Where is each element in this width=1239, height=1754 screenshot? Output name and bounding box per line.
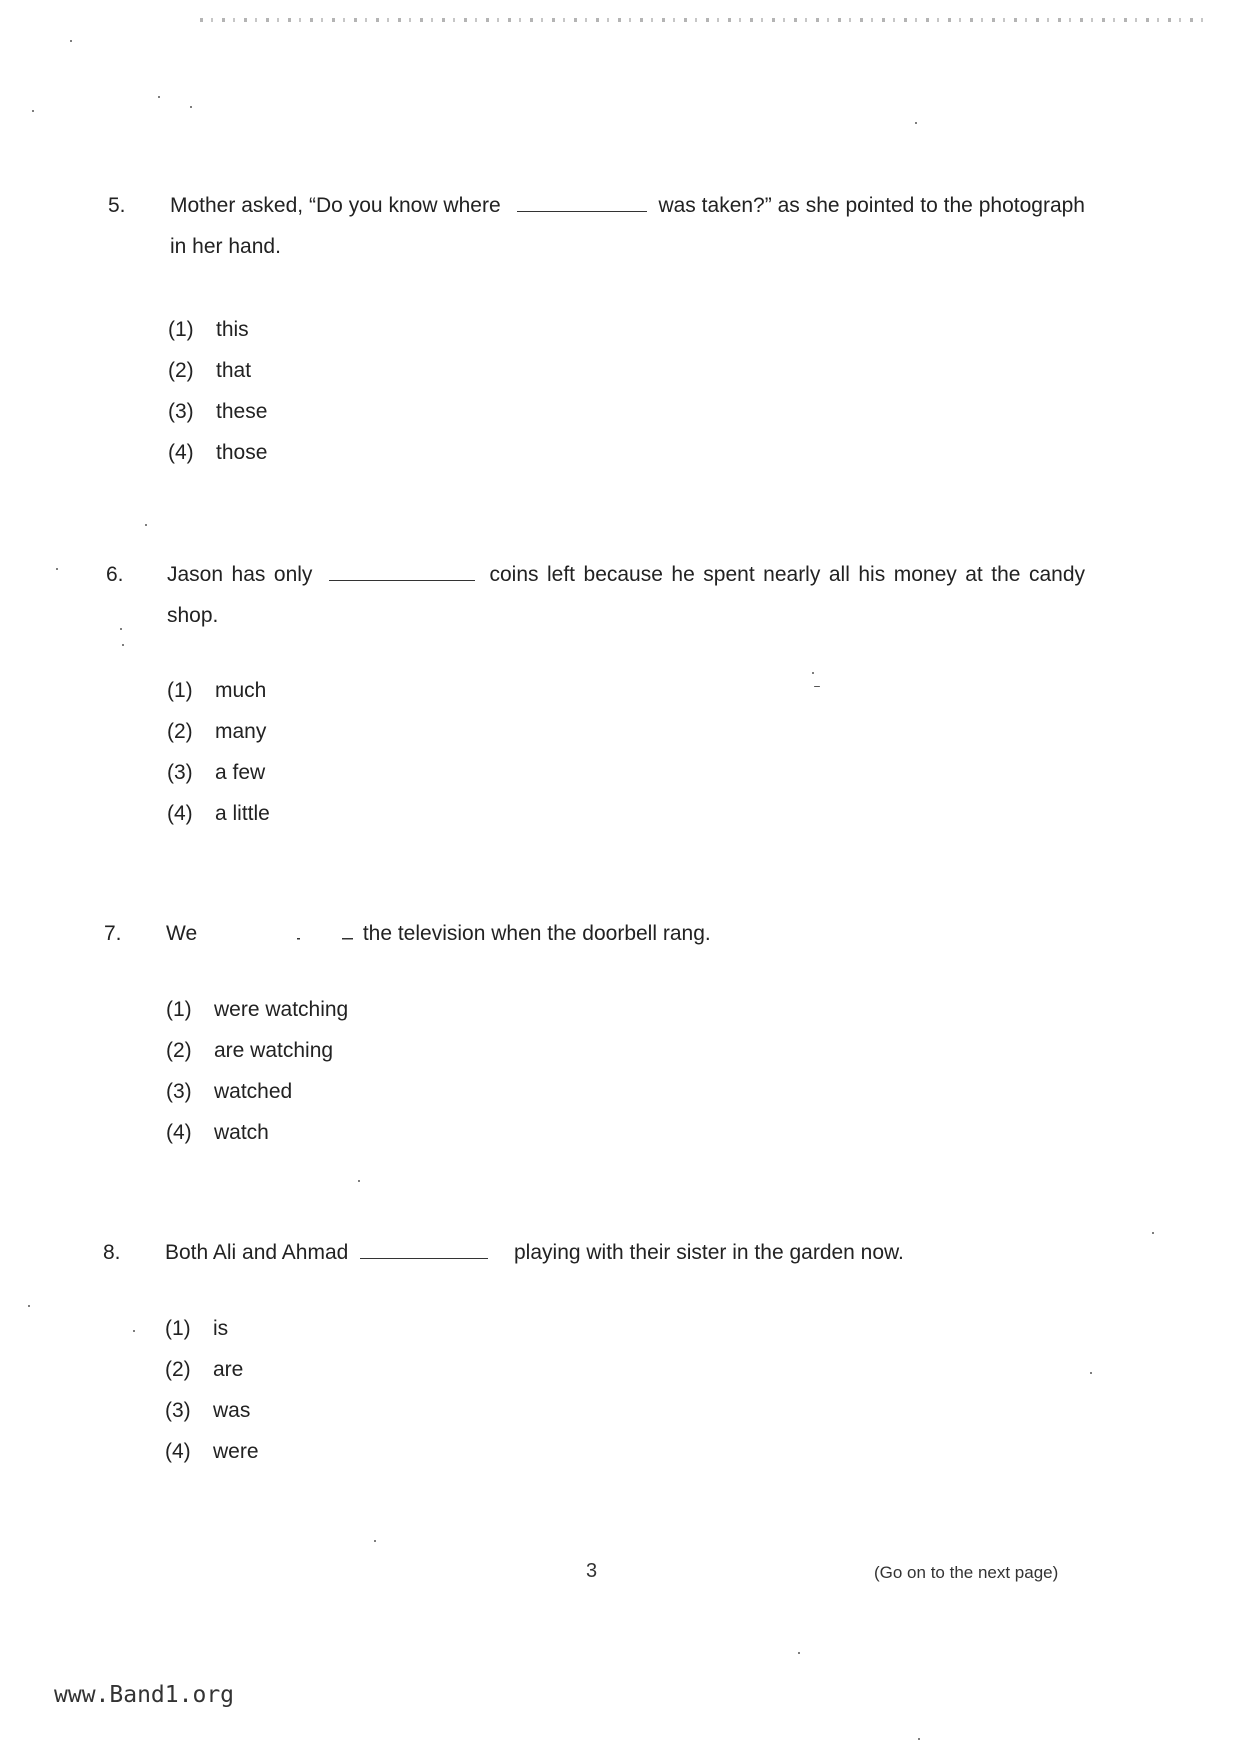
option-1[interactable] [166,989,348,1030]
answer-blank [329,562,475,581]
option-4[interactable] [168,432,267,473]
option-4[interactable] [167,793,270,834]
scan-speck [145,524,147,526]
question-stem [170,185,1085,267]
option-3[interactable] [165,1390,259,1431]
question-number: 8. [103,1241,121,1264]
option-3[interactable] [167,752,270,793]
scan-speck [1090,1372,1092,1374]
option-text: a little [215,802,270,825]
option-number: (3) [166,1080,192,1103]
option-1[interactable] [168,309,267,350]
option-text: watched [214,1080,293,1103]
option-text: was [213,1399,251,1422]
option-number: (4) [165,1440,191,1463]
scan-speck [133,1330,135,1332]
option-number: (1) [167,679,193,702]
answer-blank [360,1240,488,1259]
option-2[interactable] [168,350,267,391]
scan-speck [915,122,917,124]
question-stem [166,913,1084,954]
option-number: (1) [166,998,192,1021]
scan-speck [1152,1232,1154,1234]
option-number: (1) [165,1317,191,1340]
stem-text-after: playing with their sister in the garden now. [514,1241,904,1264]
option-4[interactable] [166,1112,348,1153]
option-4[interactable] [165,1431,259,1472]
question-number: 7. [104,922,122,945]
options-list [165,1308,259,1472]
option-1[interactable] [165,1308,259,1349]
option-number: (4) [167,802,193,825]
option-3[interactable] [166,1071,348,1112]
scan-speck [70,40,72,42]
options-list [167,670,270,834]
continue-note: (Go on to the next page) [874,1563,1059,1582]
option-text: much [215,679,267,702]
option-text: were [213,1440,259,1463]
scan-speck [814,686,820,687]
option-number: (2) [168,359,194,382]
option-3[interactable] [168,391,267,432]
option-2[interactable] [166,1030,348,1071]
option-text: were watching [214,998,349,1021]
stem-text-before: We [166,922,198,945]
scan-speck [120,628,122,630]
option-text: is [213,1317,229,1340]
question-number: 5. [108,194,126,217]
stem-text-after: the television when the doorbell rang. [362,922,711,945]
option-number: (2) [167,720,193,743]
scan-noise-line [200,18,1210,22]
option-number: (3) [168,400,194,423]
scan-speck [122,644,124,646]
page-number: 3 [586,1560,598,1582]
option-text: are watching [214,1039,334,1062]
scan-speck [918,1738,920,1740]
options-list [168,309,267,473]
scan-speck [28,1305,30,1307]
option-text: these [216,400,268,423]
question-stem [165,1232,1083,1273]
scan-speck [158,96,160,98]
scan-speck [358,1180,360,1182]
option-text: watch [214,1121,269,1144]
option-text: that [216,359,252,382]
option-number: (2) [166,1039,192,1062]
option-number: (3) [165,1399,191,1422]
scan-speck [374,1540,376,1542]
option-number: (4) [166,1121,192,1144]
option-number: (3) [167,761,193,784]
options-list [166,989,348,1153]
option-text: a few [215,761,266,784]
stem-text-before: Mother asked, “Do you know where [170,194,501,217]
stem-text-before: Jason has only [167,563,313,586]
option-text: many [215,720,267,743]
answer-blank [213,921,353,940]
stem-text-after: coins left because he spent nearly all his money at the candy shop. [167,563,1086,627]
option-number: (1) [168,318,194,341]
option-text: this [216,318,249,341]
option-number: (4) [168,441,194,464]
answer-blank [517,193,647,212]
stem-text-after: was taken?” as she pointed to the photograph in her hand. [170,194,1085,258]
question-stem [167,554,1085,636]
option-number: (2) [165,1358,191,1381]
scan-speck [798,1652,800,1654]
option-2[interactable] [167,711,270,752]
stem-text-before: Both Ali and Ahmad [165,1241,349,1264]
scan-speck [812,672,814,674]
option-text: those [216,441,268,464]
website-watermark: www.Band1.org [54,1682,235,1708]
option-1[interactable] [167,670,270,711]
option-text: are [213,1358,244,1381]
option-2[interactable] [165,1349,259,1390]
scan-speck [56,568,58,570]
question-number: 6. [106,563,124,586]
scan-speck [32,110,34,112]
scan-speck [190,106,192,108]
